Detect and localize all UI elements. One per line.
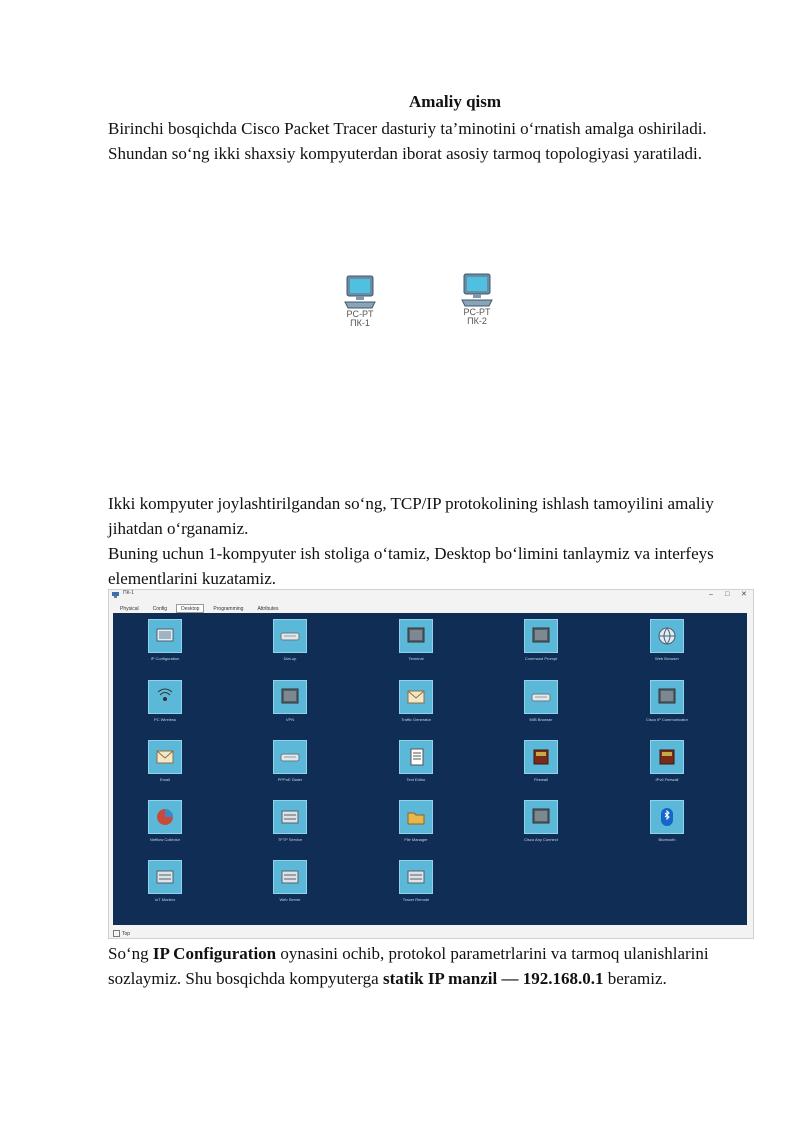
desktop-app-traffic-generator[interactable]	[371, 680, 461, 722]
packet-tracer-window	[108, 589, 754, 939]
bold-run: statik IP manzil — 192.168.0.1	[382, 969, 604, 988]
window-titlebar	[109, 590, 753, 601]
desktop-app-command-prompt[interactable]	[496, 619, 586, 661]
tab-desktop[interactable]: Desktop	[176, 604, 204, 613]
desktop-app-text-editor[interactable]	[371, 740, 461, 782]
pppoe-icon[interactable]	[273, 740, 307, 774]
app-label: Cisco Any Connect	[524, 837, 558, 842]
desktop-app-bluetooth[interactable]	[622, 800, 712, 842]
text-run: oynasini ochib, protokol parametrlarini va tarmoq ulanishlarini sozlaymiz. Shu bosqichda kompyuterga	[108, 944, 709, 988]
ipv6-firewall-icon[interactable]	[650, 740, 684, 774]
desktop-app-ipv6-firewall[interactable]	[622, 740, 712, 782]
app-label: TFTP Service	[277, 837, 303, 842]
file-manager-icon[interactable]	[399, 800, 433, 834]
top-checkbox[interactable]	[113, 930, 120, 937]
app-label: Web Browser	[655, 656, 679, 661]
tab-config[interactable]: Config	[152, 606, 168, 612]
app-label: PC Wireless	[153, 717, 176, 722]
paragraph-line: Ikki kompyuter joylashtirilgandan so‘ng, TCP/IP protokolining ishlash tamoyilini amaliy jihatdan o‘rganamiz.	[108, 494, 714, 538]
vpn-icon[interactable]	[273, 680, 307, 714]
paragraph-line: Buning uchun 1-kompyuter ish stoliga o‘tamiz, Desktop bo‘limini tanlaymiz va interfeys elementlarini kuzatamiz.	[108, 544, 714, 588]
section-heading: Amaliy qism	[408, 92, 502, 111]
topology-pc-1	[330, 274, 390, 328]
anyconnect-icon[interactable]	[524, 800, 558, 834]
netflow-icon[interactable]	[148, 800, 182, 834]
dialup-icon[interactable]	[273, 619, 307, 653]
desktop-app-anyconnect[interactable]	[496, 800, 586, 842]
email-icon[interactable]	[148, 740, 182, 774]
desktop-app-email[interactable]	[120, 740, 210, 782]
app-label: IoT Monitor	[154, 897, 176, 902]
app-label: Text Editor	[406, 777, 426, 782]
desktop-app-mib-browser[interactable]	[496, 680, 586, 722]
desktop-app-ip-communicator[interactable]	[622, 680, 712, 722]
app-label: Command Prompt	[524, 656, 558, 661]
firewall-icon[interactable]	[524, 740, 558, 774]
bluetooth-icon[interactable]	[650, 800, 684, 834]
tab-physical[interactable]: Physical	[120, 606, 139, 612]
text-run: beramiz.	[603, 969, 667, 988]
desktop-app-terminal[interactable]	[371, 619, 461, 661]
traffic-generator-icon[interactable]	[399, 680, 433, 714]
app-label: Bluetooth	[658, 837, 676, 842]
desktop-app-netflow[interactable]	[120, 800, 210, 842]
command-prompt-icon[interactable]	[524, 619, 558, 653]
desktop-panel	[113, 613, 747, 925]
pc-name-label: ПК-1	[350, 318, 370, 328]
body-paragraph-2	[108, 491, 728, 591]
desktop-app-dialup[interactable]	[245, 619, 335, 661]
ip-communicator-icon[interactable]	[650, 680, 684, 714]
maximize-button[interactable]: □	[725, 591, 730, 598]
app-label: Terminal	[408, 656, 424, 661]
web-browser-icon[interactable]	[650, 619, 684, 653]
tab-attributes[interactable]: Attributes	[257, 606, 279, 612]
bold-run: IP Configuration	[152, 944, 277, 963]
app-label: VPN	[285, 717, 295, 722]
wireless-icon[interactable]	[148, 680, 182, 714]
app-label: Firewall	[534, 777, 548, 782]
intro-paragraph: Birinchi bosqichda Cisco Packet Tracer dasturiy ta’minotini o‘rnatish amalga oshiriladi. Shundan so‘ng ikki shaxsiy kompyuterdan iborat asosiy tarmoq topologiyasi yaratiladi.	[108, 119, 707, 163]
app-label: Web Server	[279, 897, 301, 902]
app-label: Cisco IP Communicator	[646, 717, 688, 722]
tracer-remote-icon[interactable]	[399, 860, 433, 894]
desktop-app-pppoe[interactable]	[245, 740, 335, 782]
pc-name-label: ПК-2	[467, 316, 487, 326]
app-label: Tracer Remote	[402, 897, 430, 902]
desktop-app-ip-config[interactable]	[120, 619, 210, 661]
app-label: Netflow Collector	[149, 837, 181, 842]
app-label: File Manager	[404, 837, 428, 842]
terminal-icon[interactable]	[399, 619, 433, 653]
topology-pc-2	[447, 272, 507, 326]
window-title: ПК-1	[123, 590, 134, 596]
ip-config-icon[interactable]	[148, 619, 182, 653]
desktop-app-file-manager[interactable]	[371, 800, 461, 842]
text-run: So‘ng	[108, 944, 153, 963]
desktop-app-tracer-remote[interactable]	[371, 860, 461, 902]
desktop-app-firewall[interactable]	[496, 740, 586, 782]
pc-icon	[460, 272, 494, 308]
close-button[interactable]: ✕	[741, 591, 747, 598]
tftp-icon[interactable]	[273, 800, 307, 834]
text-editor-icon[interactable]	[399, 740, 433, 774]
desktop-app-tftp[interactable]	[245, 800, 335, 842]
app-label: Dial-up	[283, 656, 297, 661]
status-bar	[113, 930, 130, 937]
pc-type-label: PC-PT	[346, 309, 374, 319]
tab-programming[interactable]: Programming	[213, 606, 244, 612]
app-label: Email	[159, 777, 170, 782]
mib-browser-icon[interactable]	[524, 680, 558, 714]
web-server-icon[interactable]	[273, 860, 307, 894]
desktop-app-vpn[interactable]	[245, 680, 335, 722]
pc-app-icon	[112, 592, 119, 598]
app-label: PPPoE Dialer	[277, 777, 303, 782]
app-label: IP Configuration	[150, 656, 180, 661]
top-label: Top	[122, 930, 131, 937]
app-label: IPv6 Firewall	[655, 777, 679, 782]
iot-monitor-icon[interactable]	[148, 860, 182, 894]
window-tabs	[115, 604, 284, 613]
desktop-app-wireless[interactable]	[120, 680, 210, 722]
pc-type-label: PC-PT	[463, 307, 491, 317]
desktop-app-iot-monitor[interactable]	[120, 860, 210, 902]
app-label: MIB Browser	[529, 717, 553, 722]
desktop-app-web-server[interactable]	[245, 860, 335, 902]
ip-config-paragraph	[108, 941, 728, 991]
minimize-button[interactable]: –	[709, 591, 713, 598]
app-label: Traffic Generator	[400, 717, 431, 722]
desktop-app-web-browser[interactable]	[622, 619, 712, 661]
pc-icon	[343, 274, 377, 310]
